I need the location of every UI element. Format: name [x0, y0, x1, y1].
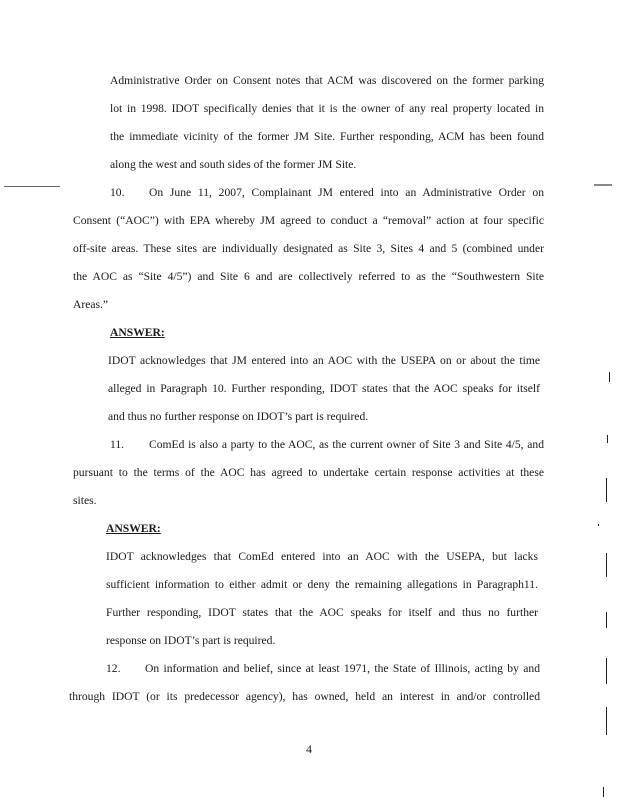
answer-heading: ANSWER: [110, 326, 165, 339]
body-line: the AOC as “Site 4/5”) and Site 6 and are collectively referred to as the “Southwestern Site [73, 270, 544, 283]
paragraph-number: 12. [106, 662, 121, 675]
answer-heading: ANSWER: [106, 522, 161, 535]
body-line: the immediate vicinity of the former JM Site. Further responding, ACM has been found [110, 130, 544, 143]
body-line: pursuant to the terms of the AOC has agreed to undertake certain response activities at these [73, 466, 544, 479]
page-number: 4 [306, 742, 312, 756]
scan-mark-left [4, 186, 60, 187]
body-line: along the west and south sides of the former JM Site. [110, 158, 357, 171]
body-line: Areas.” [73, 298, 109, 311]
body-line: and thus no further response on IDOT’s part is required. [108, 410, 369, 423]
scan-mark-right [609, 372, 610, 382]
scan-mark-right [606, 707, 607, 735]
body-line: Further responding, IDOT states that the AOC speaks for itself and thus no further [106, 606, 538, 619]
scan-mark-right [607, 435, 608, 443]
scan-mark-right [603, 787, 604, 797]
body-line: Administrative Order on Consent notes that ACM was discovered on the former parking [110, 74, 544, 87]
scan-mark-right [606, 658, 607, 684]
body-line: response on IDOT’s part is required. [106, 634, 276, 647]
body-line: sites. [73, 494, 97, 507]
scan-mark-right [598, 524, 599, 526]
body-line: ComEd is also a party to the AOC, as the current owner of Site 3 and Site 4/5, and [149, 438, 544, 451]
paragraph-number: 11. [110, 438, 125, 451]
body-line: IDOT acknowledges that ComEd entered into an AOC with the USEPA, but lacks [106, 550, 538, 563]
body-line: On June 11, 2007, Complainant JM entered into an Administrative Order on [149, 186, 544, 199]
scan-mark-right [606, 478, 607, 502]
body-line: alleged in Paragraph 10. Further responding, IDOT states that the AOC speaks for itself [108, 382, 540, 395]
body-line: through IDOT (or its predecessor agency), has owned, held an interest in and/or controlled [69, 690, 540, 703]
body-line: Consent (“AOC”) with EPA whereby JM agreed to conduct a “removal” action at four specific [73, 214, 544, 227]
scan-mark-right [606, 553, 607, 577]
scan-mark-right [594, 184, 612, 186]
body-line: sufficient information to either admit or deny the remaining allegations in Paragraph11. [106, 578, 538, 591]
paragraph-number: 10. [110, 186, 125, 199]
body-line: On information and belief, since at least 1971, the State of Illinois, acting by and [145, 662, 540, 675]
scan-mark-right [606, 612, 607, 628]
body-line: lot in 1998. IDOT specifically denies that it is the owner of any real property located in [110, 102, 544, 115]
body-line: off-site areas. These sites are individually designated as Site 3, Sites 4 and 5 (combined under [73, 242, 544, 255]
body-line: IDOT acknowledges that JM entered into an AOC with the USEPA on or about the time [108, 354, 540, 367]
